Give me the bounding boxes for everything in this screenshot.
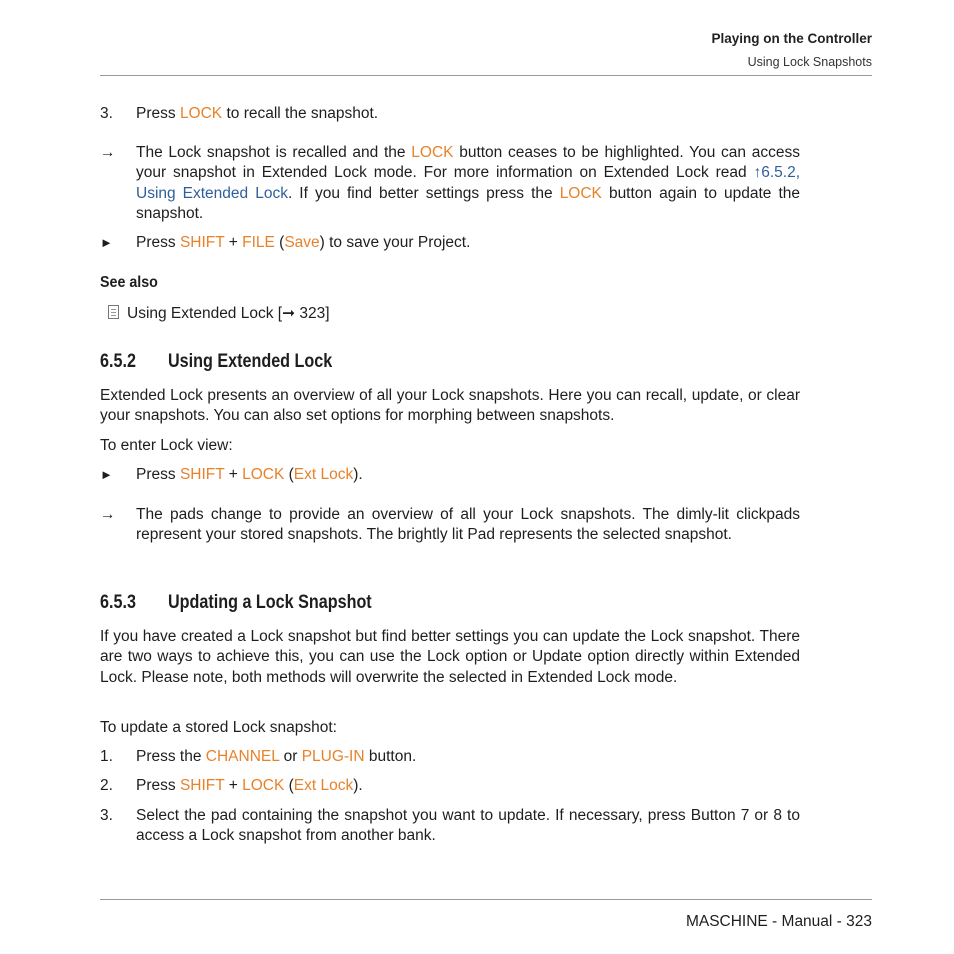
header-rule xyxy=(100,75,872,76)
lock-button-ref: LOCK xyxy=(179,105,223,122)
action-triangle-icon: ► xyxy=(100,235,113,250)
see-also-item[interactable]: Using Extended Lock [➞ 323] xyxy=(108,304,330,324)
result-text: The pads change to provide an overview of all your Lock snapshots. The dimly-lit clickpads represent your stored snapshots. The brightly lit Pad represents the selected snapshot. xyxy=(136,506,800,544)
page-arrow-icon: ➞ xyxy=(282,305,296,322)
file-button-ref: FILE xyxy=(242,234,275,251)
shift-button-ref: SHIFT xyxy=(179,466,225,483)
section-heading-6-5-2: 6.5.2 Using Extended Lock xyxy=(100,351,333,372)
step-number: 2. xyxy=(100,777,113,794)
step-text: Press LOCK to recall the snapshot. xyxy=(136,105,379,122)
footer-rule xyxy=(100,899,872,900)
action-text: Press SHIFT + LOCK (Ext Lock). xyxy=(136,466,363,483)
cross-reference-link[interactable]: ↑6.5.2, Using Extended Lock xyxy=(136,164,800,202)
result-arrow-icon: → xyxy=(100,144,116,161)
lock-button-ref: LOCK xyxy=(559,184,602,202)
result-arrow-icon: → xyxy=(100,506,116,523)
lock-button-ref: LOCK xyxy=(411,144,454,161)
step-text: Press the CHANNEL or PLUG-IN button. xyxy=(136,748,417,765)
lock-button-ref: LOCK xyxy=(242,466,285,483)
document-icon xyxy=(108,305,119,319)
channel-button-ref: CHANNEL xyxy=(205,748,280,765)
procedure-intro: To enter Lock view: xyxy=(100,437,233,454)
result-text: The Lock snapshot is recalled and the LOCK button ceases to be highlighted. You can access your snapshot in Extended Lock mode. For more information on Extended Lock read ↑6.5.2, Using Extended Lock. If you find better settings press the LOCK button again to update the snapshot. xyxy=(136,144,801,222)
step-number: 3. xyxy=(100,105,113,122)
step-text: Select the pad containing the snapshot you want to update. If necessary, press Button 7 or 8 to access a Lock snapshot from another bank. xyxy=(136,807,800,845)
action-text: Press SHIFT + FILE (Save) to save your Project. xyxy=(136,234,471,251)
ext-lock-function-ref: Ext Lock xyxy=(293,777,354,794)
see-also-heading: See also xyxy=(100,274,158,291)
section-heading-6-5-3: 6.5.3 Updating a Lock Snapshot xyxy=(100,592,372,613)
shift-button-ref: SHIFT xyxy=(179,777,225,794)
shift-button-ref: SHIFT xyxy=(179,234,225,251)
procedure-intro: To update a stored Lock snapshot: xyxy=(100,719,337,736)
page-footer: MASCHINE - Manual - 323 xyxy=(685,913,872,930)
section-paragraph: Extended Lock presents an overview of all your Lock snapshots. Here you can recall, update, or clear your snapshots. You can also set options for morphing between snapshots. xyxy=(100,387,800,425)
save-function-ref: Save xyxy=(284,234,320,251)
ext-lock-function-ref: Ext Lock xyxy=(293,466,354,483)
lock-button-ref: LOCK xyxy=(242,777,285,794)
step-number: 3. xyxy=(100,807,113,824)
action-triangle-icon: ► xyxy=(100,467,113,482)
plugin-button-ref: PLUG-IN xyxy=(301,748,365,765)
running-header-subtitle: Using Lock Snapshots xyxy=(747,55,872,69)
step-number: 1. xyxy=(100,748,113,765)
running-header-title: Playing on the Controller xyxy=(711,31,872,46)
step-text: Press SHIFT + LOCK (Ext Lock). xyxy=(136,777,363,794)
section-paragraph: If you have created a Lock snapshot but find better settings you can update the Lock snapshot. There are two ways to achieve this, you can use the Lock option or Update option directly within Extended Lock. Please note, both methods will overwrite the selected in Extended Lock mode. xyxy=(100,628,800,686)
